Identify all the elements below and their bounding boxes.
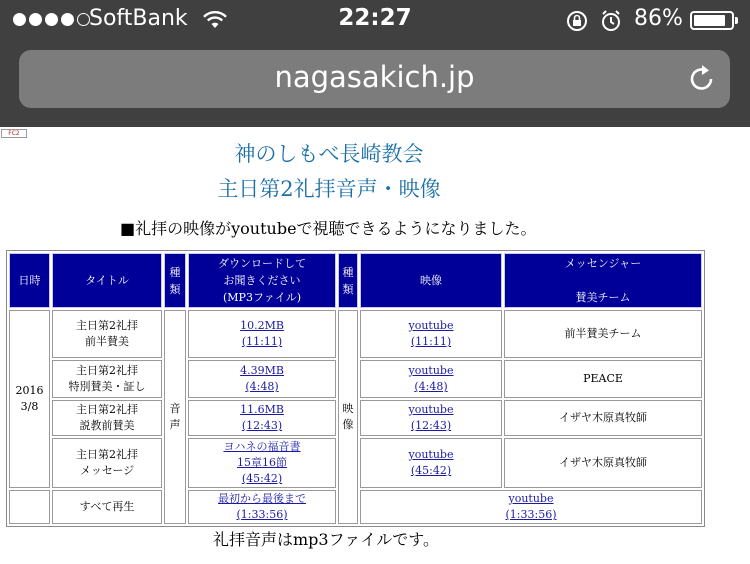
clock: 22:27	[338, 5, 412, 31]
title-cell	[52, 400, 162, 436]
youtube-link[interactable]	[409, 364, 454, 393]
date-year: 2016	[15, 384, 44, 397]
download-duration[interactable]: (11:11)	[241, 335, 283, 348]
title-line: 説教前賛美	[79, 419, 135, 432]
web-page	[0, 127, 750, 564]
type-cell-audio	[164, 310, 186, 524]
header-download-line: (MP3ファイル)	[222, 291, 302, 304]
youtube-label[interactable]: youtube	[408, 403, 454, 416]
youtube-link[interactable]	[409, 403, 454, 432]
mp3-footnote: 礼拝音声はmp3ファイルです。	[213, 530, 439, 549]
download-size[interactable]: 10.2MB	[240, 319, 284, 332]
header-download-line: お聞きください	[223, 274, 301, 287]
status-icons	[566, 9, 626, 33]
download-cell	[188, 400, 336, 436]
youtube-duration[interactable]: (4:48)	[414, 380, 448, 393]
messenger-cell: イザヤ木原真牧師	[504, 400, 702, 436]
rotation-lock-icon	[568, 12, 586, 30]
download-size[interactable]: 11.6MB	[240, 403, 284, 416]
title-line: 前半賛美	[85, 335, 129, 348]
download-duration[interactable]: (12:43)	[241, 419, 283, 432]
table-row	[9, 310, 702, 358]
header-messenger-line: メッセンジャー	[564, 257, 642, 270]
download-duration[interactable]: (45:42)	[241, 472, 283, 485]
messenger-cell: イザヤ木原真牧師	[504, 438, 702, 488]
header-messenger-line: 賛美チーム	[575, 291, 631, 304]
status-bar	[0, 0, 750, 40]
browser-chrome	[0, 0, 750, 127]
video-cell	[360, 400, 502, 436]
header-type-text: 種類	[342, 265, 354, 296]
header-video: 映像	[360, 253, 502, 308]
play-all-youtube-link[interactable]	[506, 492, 557, 521]
battery-percentage: 86%	[634, 6, 683, 31]
video-cell	[360, 490, 702, 524]
reload-icon[interactable]	[686, 63, 718, 95]
type-char: 像	[342, 418, 354, 431]
download-title[interactable]: 最初から最後まで	[218, 492, 306, 505]
title-cell	[52, 438, 162, 488]
youtube-duration[interactable]: (11:11)	[410, 335, 452, 348]
video-cell	[360, 310, 502, 358]
download-cell	[188, 310, 336, 358]
date-day: 3/8	[20, 400, 39, 413]
address-bar[interactable]	[19, 50, 730, 108]
mp3-download-link[interactable]	[240, 319, 284, 348]
header-type	[164, 253, 186, 308]
download-cell	[188, 438, 336, 488]
title-line: メッセージ	[79, 464, 135, 477]
youtube-label[interactable]: youtube	[408, 319, 454, 332]
title-line: 特別賛美・証し	[68, 380, 146, 393]
battery-tip	[735, 17, 738, 24]
download-size[interactable]: 4.39MB	[240, 364, 284, 377]
battery-level	[694, 15, 725, 26]
download-cell	[188, 490, 336, 524]
messenger-cell: 前半賛美チーム	[504, 310, 702, 358]
youtube-duration[interactable]: (12:43)	[410, 419, 452, 432]
url-text[interactable]: nagasakich.jp	[274, 60, 475, 94]
youtube-label[interactable]: youtube	[508, 492, 554, 505]
title-cell	[52, 310, 162, 358]
title-line: 主日第2礼拝	[76, 319, 138, 332]
video-cell	[360, 360, 502, 398]
type-char: 音	[169, 402, 181, 415]
download-duration[interactable]: (1:33:56)	[236, 508, 288, 521]
page-title: 主日第2礼拝音声・映像	[217, 177, 441, 201]
title-line: 主日第2礼拝	[76, 448, 138, 461]
table-header-row	[9, 253, 702, 308]
carrier-name: SoftBank	[89, 6, 188, 31]
youtube-link[interactable]	[409, 448, 454, 477]
header-title: タイトル	[52, 253, 162, 308]
header-messenger	[504, 253, 702, 308]
youtube-label[interactable]: youtube	[408, 364, 454, 377]
title-line: 主日第2礼拝	[76, 364, 138, 377]
mp3-download-link[interactable]	[240, 403, 284, 432]
alarm-icon	[603, 11, 619, 30]
header-download	[188, 253, 336, 308]
empty-date-cell	[9, 490, 50, 524]
type-char: 声	[169, 418, 181, 431]
youtube-notice: ■礼拝の映像がyoutubeで視聴できるようになりました。	[120, 219, 537, 238]
header-type	[338, 253, 358, 308]
title-cell: すべて再生	[52, 490, 162, 524]
download-cell	[188, 360, 336, 398]
type-cell-video	[338, 310, 358, 524]
play-all-download-link[interactable]	[218, 492, 306, 521]
youtube-link[interactable]	[409, 319, 454, 348]
date-cell	[9, 310, 50, 488]
header-download-line: ダウンロードして	[218, 257, 306, 270]
worship-schedule-table	[6, 250, 705, 527]
fc2-badge[interactable]: FC2	[1, 129, 27, 138]
youtube-label[interactable]: youtube	[408, 448, 454, 461]
download-verse[interactable]: 15章16節	[237, 456, 287, 469]
battery-icon	[690, 11, 734, 30]
title-line: 主日第2礼拝	[76, 403, 138, 416]
mp3-download-link[interactable]	[224, 440, 301, 485]
download-duration[interactable]: (4:48)	[245, 380, 279, 393]
youtube-duration[interactable]: (1:33:56)	[505, 508, 557, 521]
header-type-text: 種類	[169, 265, 181, 296]
video-cell	[360, 438, 502, 488]
title-cell	[52, 360, 162, 398]
header-date: 日時	[9, 253, 50, 308]
mp3-download-link[interactable]	[240, 364, 284, 393]
church-title: 神のしもべ長崎教会	[234, 142, 424, 166]
youtube-duration[interactable]: (45:42)	[410, 464, 452, 477]
type-char: 映	[342, 402, 354, 415]
messenger-cell: PEACE	[504, 360, 702, 398]
download-title[interactable]: ヨハネの福音書	[223, 440, 301, 453]
